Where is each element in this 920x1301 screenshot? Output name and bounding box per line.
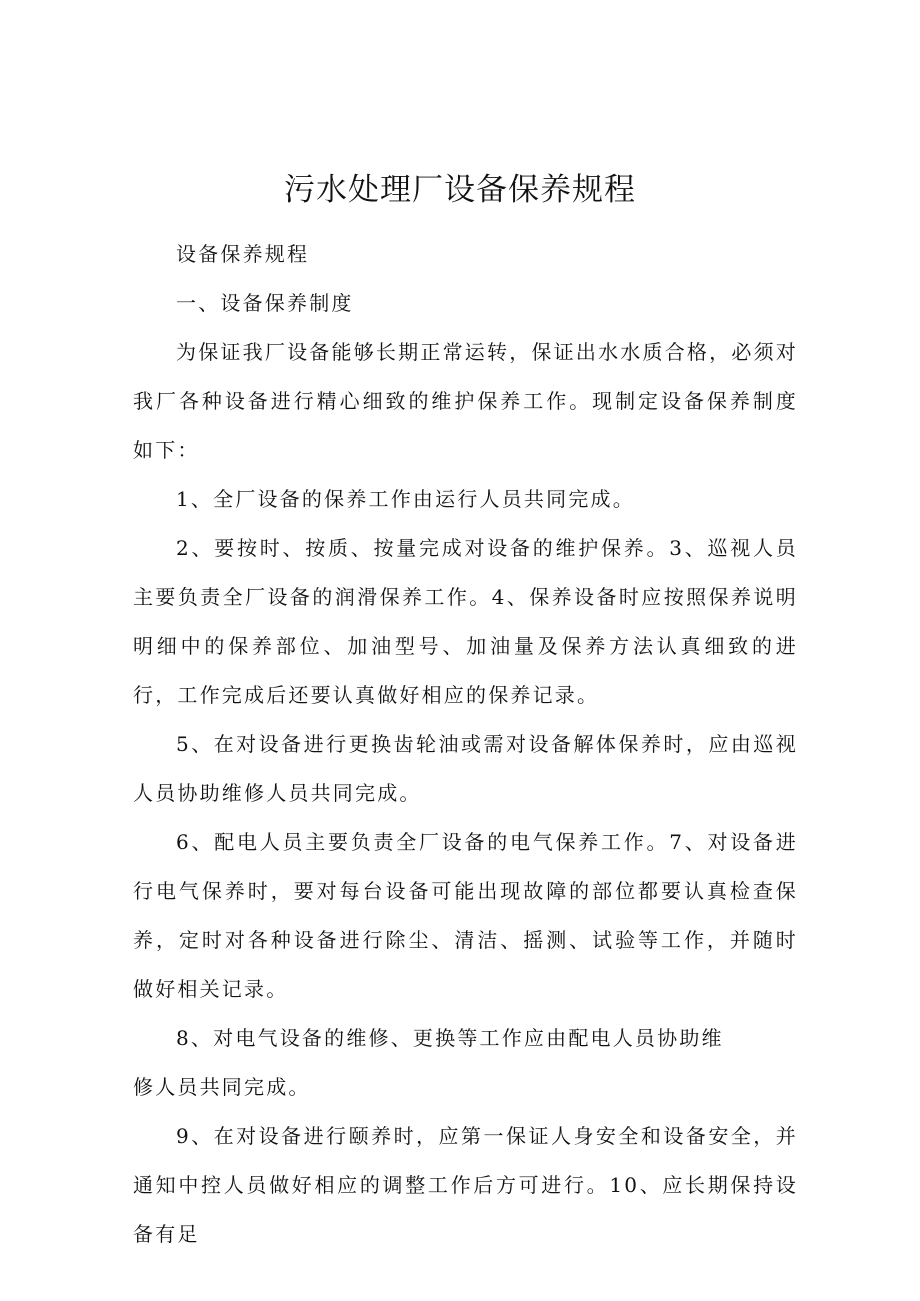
paragraph-subtitle: 设备保养规程: [176, 242, 310, 266]
document-body: [133, 230, 798, 1259]
paragraph-item-1: 1、全厂设备的保养工作由运行人员共同完成。: [176, 487, 635, 511]
paragraph-item-8: 8、对电气设备的维修、更换等工作应由配电人员协助维: [176, 1026, 724, 1050]
document-title: 污水处理厂设备保养规程: [284, 172, 636, 208]
paragraph-item-5: 5、在对设备进行更换齿轮油或需对设备解体保养时，应由巡视人员协助维修人员共同完成。: [133, 732, 798, 805]
paragraph-item-2-4: 2、要按时、按质、按量完成对设备的维护保养。3、巡视人员主要负责全厂设备的润滑保养工作。4、保养设备时应按照保养说明明细中的保养部位、加油型号、加油量及保养方法认真细致的进行，工作完成后还要认真做好相应的保养记录。: [133, 536, 798, 707]
paragraph-section-heading: 一、设备保养制度: [176, 291, 354, 315]
paragraph-item-9-10: 9、在对设备进行颐养时，应第一保证人身安全和设备安全，并通知中控人员做好相应的调整工作后方可进行。10、应长期保持设备有足: [133, 1124, 798, 1246]
paragraph-intro: 为保证我厂设备能够长期正常运转，保证出水水质合格，必须对我厂各种设备进行精心细致的维护保养工作。现制定设备保养制度如下：: [133, 340, 798, 462]
paragraph-item-6-7: 6、配电人员主要负责全厂设备的电气保养工作。7、对设备进行电气保养时，要对每台设备可能出现故障的部位都要认真检查保养，定时对各种设备进行除尘、清洁、摇测、试验等工作，并随时做好相关记录。: [133, 830, 798, 1001]
paragraph-item-8-continued: 修人员共同完成。: [133, 1075, 311, 1099]
